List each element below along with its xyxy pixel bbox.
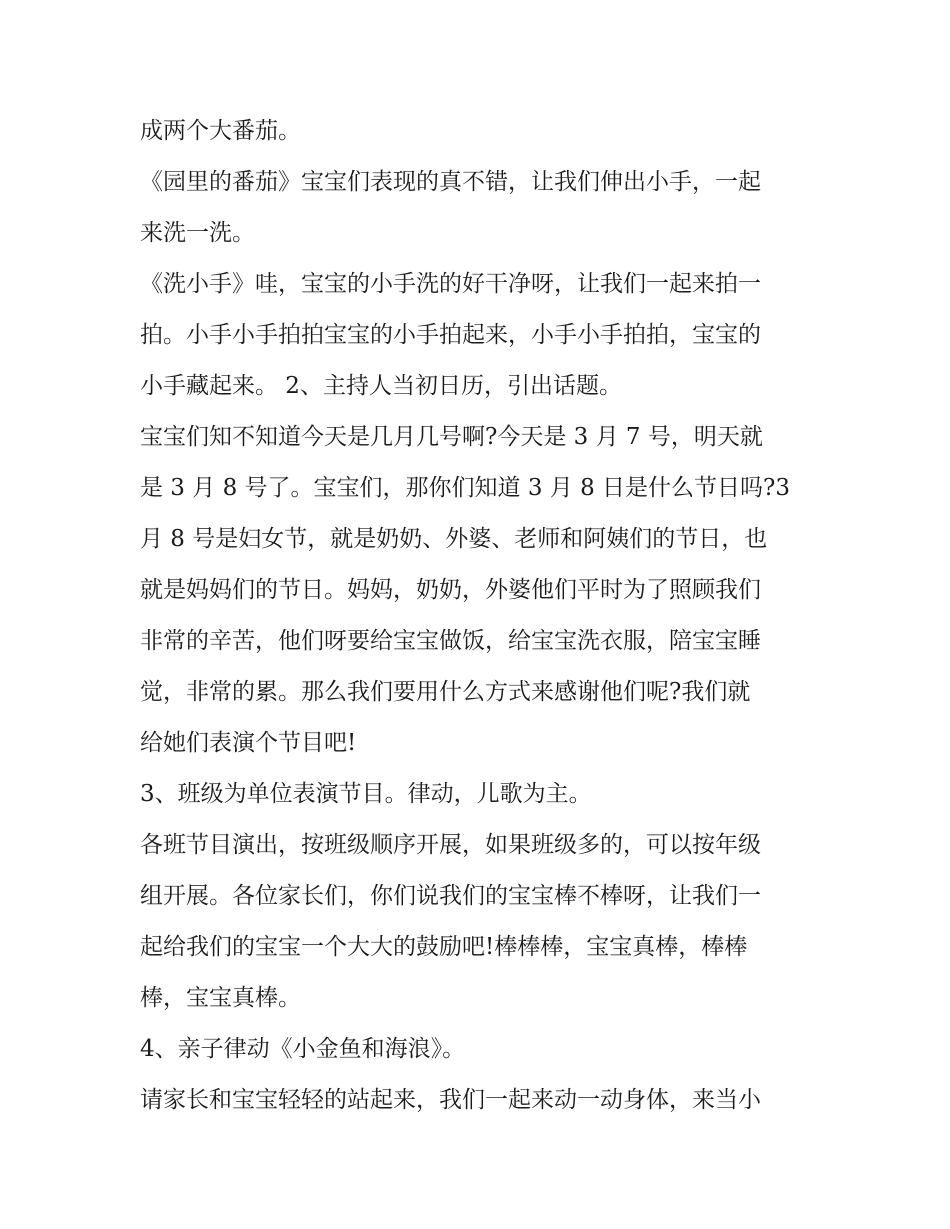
text-line: 成两个大番茄。: [140, 118, 301, 144]
document-body: [140, 106, 820, 1126]
text-line: 是 3 月 8 号了。宝宝们，那你们知道 3 月 8 日是什么节日吗?3: [140, 475, 790, 501]
text-line: 请家长和宝宝轻轻的站起来，我们一起来动一动身体，来当小: [140, 1087, 761, 1113]
text-line: 觉，非常的累。那么我们要用什么方式来感谢他们呢?我们就: [140, 679, 751, 705]
text-line: 就是妈妈们的节日。妈妈，奶奶，外婆他们平时为了照顾我们: [140, 577, 761, 603]
text-line: 各班节目演出，按班级顺序开展，如果班级多的，可以按年级: [140, 832, 761, 858]
text-line: 非常的辛苦，他们呀要给宝宝做饭，给宝宝洗衣服，陪宝宝睡: [140, 628, 761, 654]
text-line: 宝宝们知不知道今天是几月几号啊?今天是 3 月 7 号，明天就: [140, 424, 763, 450]
text-line: 《园里的番茄》宝宝们表现的真不错，让我们伸出小手，一起: [140, 169, 761, 195]
text-line: 小手藏起来。 2、主持人当初日历，引出话题。: [140, 373, 622, 399]
text-line: 棒，宝宝真棒。: [140, 985, 301, 1011]
text-line: 月 8 号是妇女节，就是奶奶、外婆、老师和阿姨们的节日，也: [140, 526, 768, 552]
text-line: 组开展。各位家长们，你们说我们的宝宝棒不棒呀，让我们一: [140, 883, 761, 909]
text-line: 拍。小手小手拍拍宝宝的小手拍起来，小手小手拍拍，宝宝的: [140, 322, 761, 348]
text-line: 给她们表演个节目吧!: [140, 730, 357, 756]
text-line: 来洗一洗。: [140, 220, 255, 246]
text-line: 4、亲子律动《小金鱼和海浪》。: [140, 1036, 466, 1062]
text-line: 3、班级为单位表演节目。律动，儿歌为主。: [140, 781, 592, 807]
text-line: 《洗小手》哇，宝宝的小手洗的好干净呀，让我们一起来拍一: [140, 271, 761, 297]
text-line: 起给我们的宝宝一个大大的鼓励吧!棒棒棒，宝宝真棒，棒棒: [140, 934, 748, 960]
